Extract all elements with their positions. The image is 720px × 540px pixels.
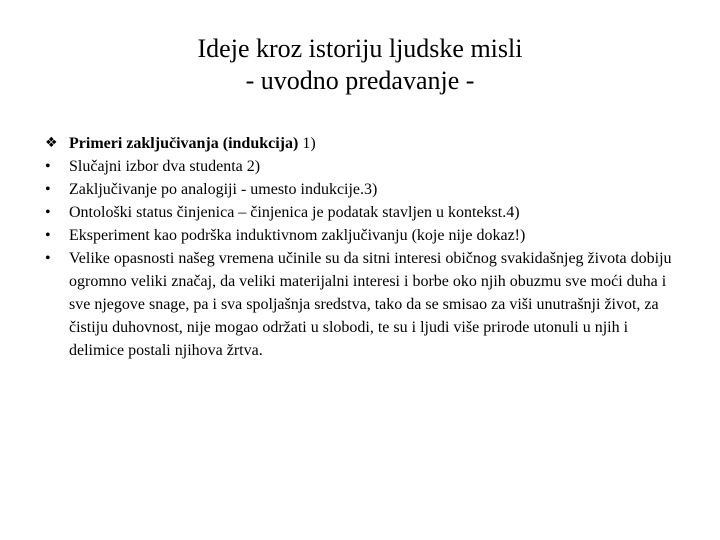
dot-bullet-icon: • xyxy=(45,204,51,221)
bullet-text: Slučajni izbor dva studenta 2) xyxy=(69,158,261,175)
bullet-item-4 xyxy=(45,201,685,224)
bullet-text: Eksperiment kao podrška induktivnom zaključivanju (koje nije dokaz!) xyxy=(69,227,526,244)
bullet-item-6 xyxy=(45,247,685,362)
dot-bullet-icon: • xyxy=(45,250,51,267)
bullet-text: Zaključivanje po analogiji - umesto indukcije.3) xyxy=(69,181,378,198)
title-line-2: - uvodno predavanje - xyxy=(245,66,475,95)
bullet-text: 1) xyxy=(298,135,316,152)
bullet-bold-text: Primeri zaključivanja (indukcija) xyxy=(69,135,299,152)
bullet-list xyxy=(45,132,685,362)
dot-bullet-icon: • xyxy=(45,158,51,175)
dot-bullet-icon: • xyxy=(45,181,51,198)
bullet-text: Velike opasnosti našeg vremena učinile su da sitni interesi običnog svakidašnjeg života dobiju ogromno veliki značaj, da veliki materijalni interesi i borbe oko njih obuzmu sve moći duha i sve njegove snage, pa i sva spoljašnja sredstva, tako da se smisao za viši unutrašnji život, za čistiju duhovnost, nije mogao održati u slobodi, te su i ljudi više prirode utonuli u njih i delimice postali njihova žrtva. xyxy=(69,250,672,359)
bullet-item-1 xyxy=(45,132,685,155)
diamond-bullet-icon: ❖ xyxy=(45,135,58,151)
bullet-item-3 xyxy=(45,178,685,201)
bullet-text: Ontološki status činjenica – činjenica je podatak stavljen u kontekst.4) xyxy=(69,204,520,221)
title-line-1: Ideje kroz istoriju ljudske misli xyxy=(197,34,523,63)
bullet-item-5 xyxy=(45,224,685,247)
dot-bullet-icon: • xyxy=(45,227,51,244)
bullet-item-2 xyxy=(45,155,685,178)
slide-title xyxy=(0,33,720,97)
